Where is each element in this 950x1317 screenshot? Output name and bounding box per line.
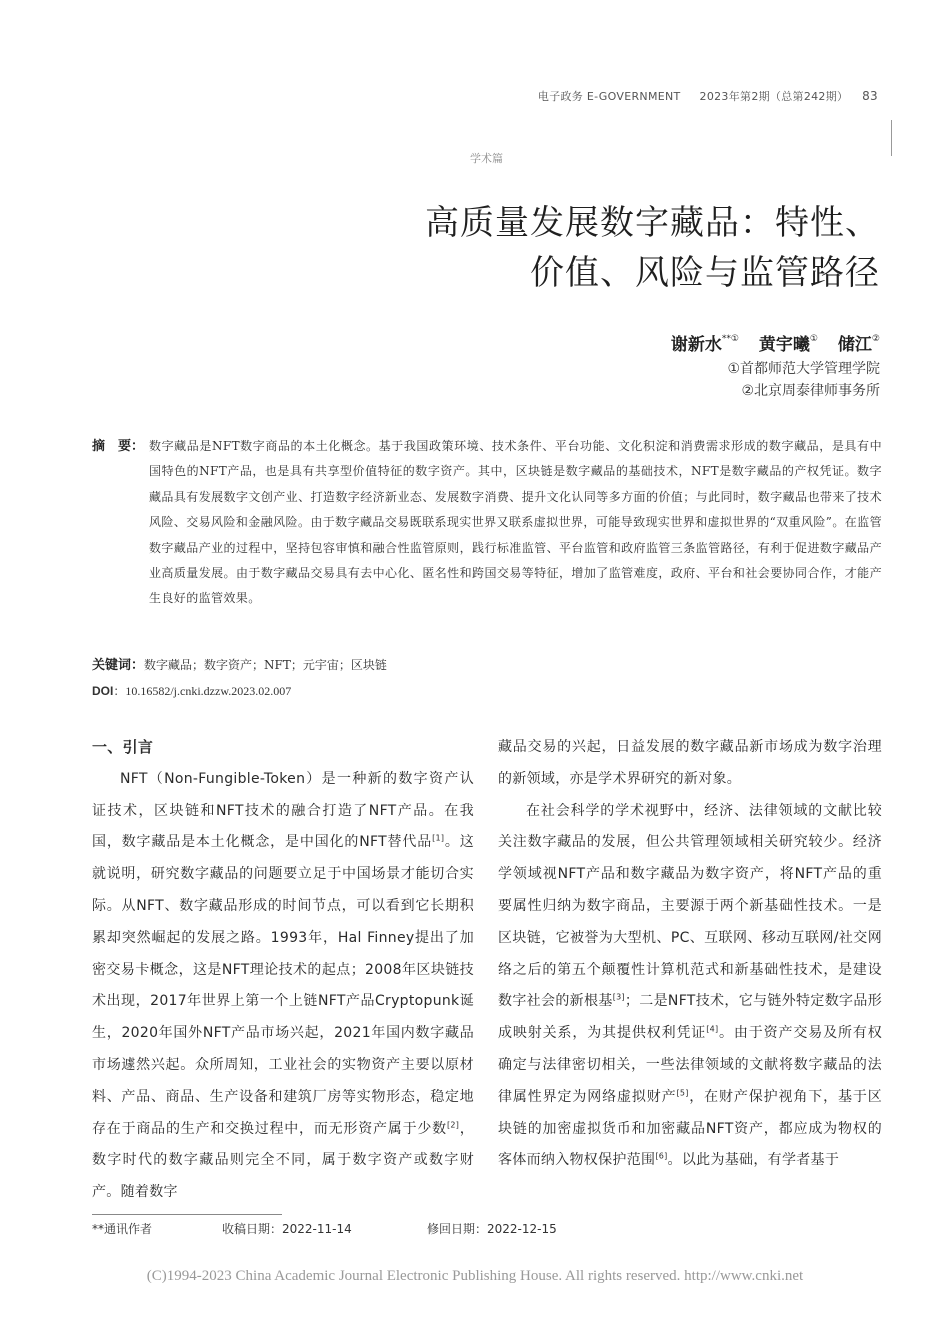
paragraph: NFT（Non-Fungible-Token）是一种新的数字资产认证技术，区块链和NFT技术的融合打造了NFT产品。在我国，数字藏品是本土化概念，是中国化的NFT替代品[1]。这就说明，研究数字藏品的问题要立足于中国场景才能切合实际。从NFT、数字藏品形成的时间节点，可以看到它长期积累却突然崛起的发展之路。1993年，Hal Finney提出了加密交易卡概念，这是NFT理论技术的起点；2008年区块链技术出现，2017年世界上第一个上链NFT产品Cryptopunk诞生，2020年国外NFT产品市场兴起，2021年国内数字藏品市场遽然兴起。众所周知，工业社会的实物资产主要以原材料、产品、商品、生产设备和建筑厂房等实物形态，稳定地存在于商品的生产和交换过程中，而无形资产属于少数[2]，数字时代的数字藏品则完全不同，属于数字资产或数字财产。随着数字 bbox=[92, 770, 474, 1201]
footnote-divider bbox=[92, 1214, 282, 1215]
citation-ref[interactable]: [6] bbox=[655, 1151, 668, 1161]
keywords-label: 关键词： bbox=[92, 658, 145, 673]
running-head bbox=[538, 88, 878, 104]
header-divider bbox=[891, 120, 892, 156]
footnote bbox=[92, 1220, 592, 1237]
received-date: 收稿日期：2022-11-14 bbox=[222, 1222, 352, 1236]
abstract-label: 摘 要： bbox=[92, 439, 145, 454]
issue-info: 2023年第2期（总第242期） bbox=[699, 90, 849, 103]
citation-ref[interactable]: [1] bbox=[432, 833, 445, 843]
paragraph: 藏品交易的兴起，日益发展的数字藏品新市场成为数字治理的新领域，亦是学术界研究的新对象。 bbox=[498, 739, 882, 787]
affiliation-2: ②北京周泰律师事务所 bbox=[741, 383, 880, 399]
body-right-column bbox=[498, 732, 882, 1177]
author-list bbox=[657, 330, 880, 355]
copyright-notice: (C)1994-2023 China Academic Journal Electronic Publishing House. All rights reserved. http://www.cnki.net bbox=[146, 1268, 804, 1284]
affiliation-1: ①首都师范大学管理学院 bbox=[727, 361, 880, 377]
doi-label: DOI bbox=[92, 684, 114, 698]
keywords-text: 数字藏品；数字资产；NFT；元宇宙；区块链 bbox=[144, 658, 387, 672]
section-heading: 一、引言 bbox=[92, 738, 154, 756]
title-line-1: 高质量发展数字藏品：特性、 bbox=[425, 203, 880, 243]
page-number: 83 bbox=[862, 89, 878, 103]
author: 储江② bbox=[837, 334, 880, 355]
citation-ref[interactable]: [4] bbox=[706, 1024, 719, 1034]
author: 黄宇曦① bbox=[758, 334, 818, 355]
citation-ref[interactable]: [5] bbox=[676, 1088, 689, 1098]
title-line-2: 价值、风险与监管路径 bbox=[530, 253, 880, 293]
corresponding-author-note: **通讯作者 bbox=[92, 1222, 153, 1236]
abstract-text: 数字藏品是NFT数字商品的本土化概念。基于我国政策环境、技术条件、平台功能、文化积淀和消费需求形成的数字藏品，是具有中国特色的NFT产品，也是具有共享型价值特征的数字资产。其中，区块链是数字藏品的基础技术，NFT是数字藏品的产权凭证。数字藏品具有发展数字文创产业、打造数字经济新业态、发展数字消费、提升文化认同等多方面的价值；与此同时，数字藏品也带来了技术风险、交易风险和金融风险。由于数字藏品交易既联系现实世界又联系虚拟世界，可能导致现实世界和虚拟世界的“双重风险”。在监管数字藏品产业的过程中，坚持包容审慎和融合性监管原则，践行标准监管、平台监管和政府监管三条监管路径，有利于促进数字藏品产业高质量发展。由于数字藏品交易具有去中心化、匿名性和跨国交易等特征，增加了监管难度，政府、平台和社会要协同合作，才能产生良好的监管效果。 bbox=[149, 439, 882, 606]
body-left-column bbox=[92, 732, 474, 1209]
keywords bbox=[92, 654, 387, 673]
journal-name: 电子政务 E-GOVERNMENT bbox=[537, 90, 681, 103]
section-tag: 学术篇 bbox=[470, 152, 503, 165]
doi-value: ：10.16582/j.cnki.dzzw.2023.02.007 bbox=[113, 684, 292, 698]
citation-ref[interactable]: [2] bbox=[446, 1119, 460, 1129]
doi bbox=[92, 682, 291, 699]
revised-date: 修回日期：2022-12-15 bbox=[427, 1222, 557, 1236]
page-title bbox=[320, 198, 880, 298]
citation-ref[interactable]: [3] bbox=[612, 992, 625, 1002]
paragraph: 在社会科学的学术视野中，经济、法律领域的文献比较关注数字藏品的发展，但公共管理领域相关研究较少。经济学领域视NFT产品和数字藏品为数字资产，将NFT产品的重要属性归纳为数字商品，主要源于两个新基础性技术。一是区块链，它被誉为大型机、PC、互联网、移动互联网/社交网络之后的第五个颠覆性计算机范式和新基础性技术，是建设数字社会的新根基[3]；二是NFT技术，它与链外特定数字品形成映射关系，为其提供权利凭证[4]。由于资产交易及所有权确定与法律密切相关，一些法律领域的文献将数字藏品的法律属性界定为网络虚拟财产[5]，在财产保护视角下，基于区块链的加密虚拟货币和加密藏品NFT资产，都应成为物权的客体而纳入物权保护范围[6]。以此为基础，有学者基于 bbox=[498, 802, 883, 1169]
author: 谢新水**① bbox=[670, 334, 739, 355]
abstract bbox=[92, 434, 882, 612]
